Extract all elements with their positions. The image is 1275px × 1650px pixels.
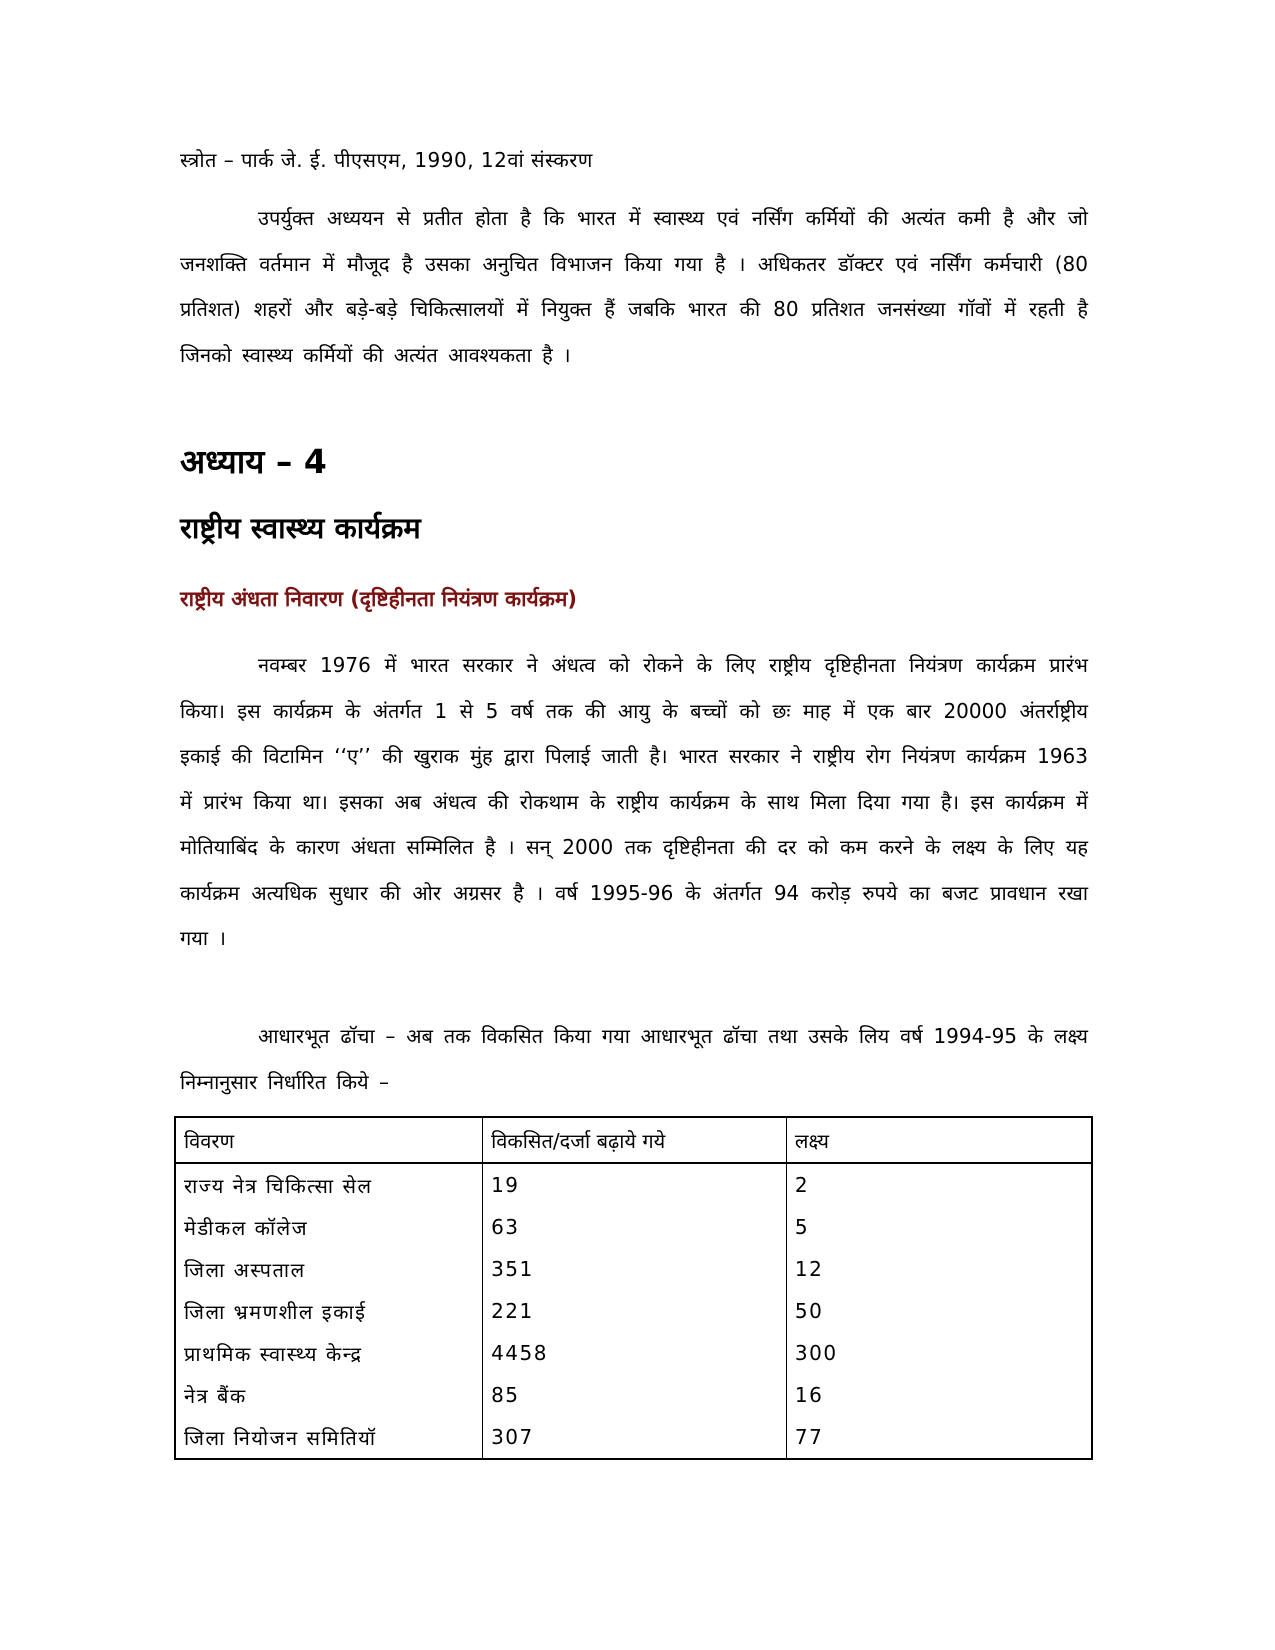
table-row — [175, 1416, 1092, 1459]
chapter-title: अध्याय – 4 — [180, 442, 327, 481]
source-citation: स्त्रोत – पार्क जे. ई. पीएसएम, 1990, 12वां संस्करण — [180, 148, 593, 172]
table-row — [175, 1248, 1092, 1290]
cell-developed: 85 — [483, 1374, 787, 1416]
table-row — [175, 1290, 1092, 1332]
cell-description: मेडीकल कॉलेज — [175, 1206, 483, 1248]
cell-developed: 221 — [483, 1290, 787, 1332]
cell-target: 16 — [786, 1374, 1092, 1416]
cell-target: 5 — [786, 1206, 1092, 1248]
cell-description: जिला नियोजन समितियॉ — [175, 1416, 483, 1459]
header-developed: विकसित/दर्जा बढ़ाये गये — [483, 1117, 787, 1163]
cell-developed: 351 — [483, 1248, 787, 1290]
header-target: लक्ष्य — [786, 1117, 1092, 1163]
cell-developed: 19 — [483, 1163, 787, 1206]
table-row — [175, 1374, 1092, 1416]
cell-target: 300 — [786, 1332, 1092, 1374]
table-row — [175, 1163, 1092, 1206]
header-description: विवरण — [175, 1117, 483, 1163]
cell-developed: 63 — [483, 1206, 787, 1248]
paragraph-blindness-program: नवम्बर 1976 में भारत सरकार ने अंधत्व को रोकने के लिए राष्ट्रीय दृष्टिहीनता नियंत्रण कार्यक्रम प्रारंभ किया। इस कार्यक्रम के अंतर्गत 1 से 5 वर्ष तक की आयु के बच्चों को छः माह में एक बार 20000 अंतर्राष्ट्रीय इकाई की विटामिन ‘‘ए’’ की खुराक मुंह द्वारा पिलाई जाती है। भारत सरकार ने राष्ट्रीय रोग नियंत्रण कार्यक्रम 1963 में प्रारंभ किया था। इसका अब अंधत्व की रोकथाम के राष्ट्रीय कार्यक्रम के साथ मिला दिया गया है। इस कार्यक्रम में मोतियाबिंद के कारण अंधता सम्मिलित है । सन् 2000 तक दृष्टिहीनता की दर को कम करने के लक्ष्य के लिए यह कार्यक्रम अत्यधिक सुधार की ओर अग्रसर है । वर्ष 1995-96 के अंतर्गत 94 करोड़ रुपये का बजट प्रावधान रखा गया । — [180, 653, 1088, 950]
cell-target: 2 — [786, 1163, 1092, 1206]
table-header-row — [175, 1117, 1092, 1163]
cell-description: जिला अस्पताल — [175, 1248, 483, 1290]
cell-target: 50 — [786, 1290, 1092, 1332]
cell-description: प्राथमिक स्वास्थ्य केन्द्र — [175, 1332, 483, 1374]
cell-developed: 4458 — [483, 1332, 787, 1374]
section-title: राष्ट्रीय स्वास्थ्य कार्यक्रम — [180, 511, 421, 545]
cell-target: 12 — [786, 1248, 1092, 1290]
cell-description: नेत्र बैंक — [175, 1374, 483, 1416]
cell-developed: 307 — [483, 1416, 787, 1459]
cell-description: राज्य नेत्र चिकित्सा सेल — [175, 1163, 483, 1206]
infrastructure-table — [174, 1116, 1093, 1460]
paragraph-manpower: उपर्युक्त अध्ययन से प्रतीत होता है कि भारत में स्वास्थ्य एवं नर्सिंग कर्मियों की अत्यंत कमी है और जो जनशक्ति वर्तमान में मौजूद है उसका अनुचित विभाजन किया गया है । अधिकतर डॉक्टर एवं नर्सिंग कर्मचारी (80 प्रतिशत) शहरों और बड़े-बड़े चिकित्सालयों में नियुक्त हैं जबकि भारत की 80 प्रतिशत जनसंख्या गॉवों में रहती है जिनको स्वास्थ्य कर्मियों की अत्यंत आवश्यकता है । — [180, 206, 1088, 367]
table-row — [175, 1332, 1092, 1374]
cell-description: जिला भ्रमणशील इकाई — [175, 1290, 483, 1332]
paragraph-infrastructure: आधारभूत ढॉचा – अब तक विकसित किया गया आधारभूत ढॉचा तथा उसके लिय वर्ष 1994-95 के लक्ष्य निम्नानुसार निर्धारित किये – — [180, 1024, 1088, 1094]
table-row — [175, 1206, 1092, 1248]
cell-target: 77 — [786, 1416, 1092, 1459]
subsection-title: राष्ट्रीय अंधता निवारण (दृष्टिहीनता नियंत्रण कार्यक्रम) — [180, 587, 577, 611]
